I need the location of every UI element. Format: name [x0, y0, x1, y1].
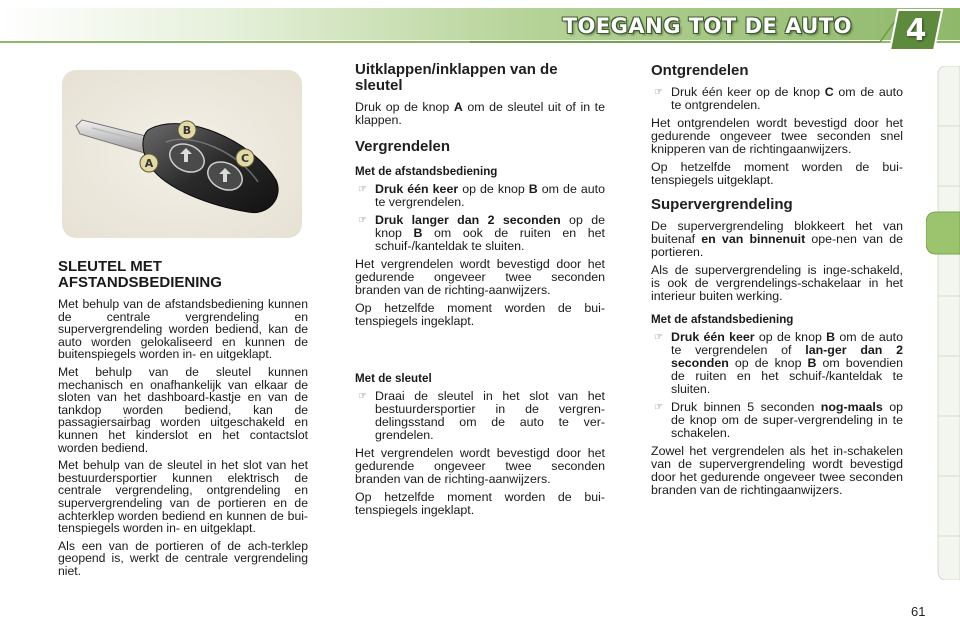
hand-pointer-icon: ☞	[654, 87, 663, 98]
hand-pointer-icon: ☞	[358, 391, 367, 402]
bullet-item: ☞ Druk één keer op de knop B om de auto te vergrendelen of lan-ger dan 2 seconden op de knop B om bovendien de ruiten en het schuif-/kanteldak te sluiten.	[654, 330, 904, 396]
bullet-item: ☞ Draai de sleutel in het slot van het bestuurdersportier in de vergren-delingsstand om de auto te ver-grendelen.	[358, 389, 605, 442]
paragraph: Het vergrendelen wordt bevestigd door het gedurende ongeveer twee seconden branden van de richting-aanwijzers.	[355, 446, 605, 486]
heading-supervergrendeling: Supervergrendeling	[651, 196, 793, 213]
bullet-item: ☞ Druk binnen 5 seconden nog-maals op de knop om de super-vergrendeling in te schakelen.	[654, 400, 903, 440]
key-remote-photo	[62, 70, 302, 238]
chapter-title: TOEGANG TOT DE AUTO	[562, 14, 852, 38]
hand-pointer-icon: ☞	[358, 184, 367, 195]
hand-pointer-icon: ☞	[654, 332, 663, 343]
paragraph: Zowel het vergrendelen als het in-schakelen van de supervergrendeling wordt bevestigd door het gedurende ongeveer twee seconden branden van de richtingaanwijzers.	[651, 444, 903, 497]
paragraph: Op hetzelfde moment worden de bui-tenspiegels uitgeklapt.	[651, 160, 903, 187]
subheading-met-de-sleutel: Met de sleutel	[355, 372, 432, 385]
subheading-afstandsbediening: Met de afstandsbediening	[651, 313, 794, 326]
paragraph: Met behulp van de sleutel kunnen mechanisch en onafhankelijk van elkaar de sloten van het dashboard-kastje en van de tankdop worden bediend, kan de passagiersairbag worden uitgeschakeld en kunnen het kinderslot en het contactslot worden bediend.	[58, 364, 308, 455]
paragraph: Met behulp van de afstandsbediening kunnen de centrale vergrendeling en supervergrendeling worden bediend, kan de auto worden gelokaliseerd en kunnen de buitenspiegels worden in- en uitgeklapt.	[58, 297, 308, 362]
hand-pointer-icon: ☞	[358, 215, 367, 226]
photo-label-c: C	[240, 152, 250, 165]
heading-vergrendelen: Vergrendelen	[355, 138, 451, 155]
column-1	[58, 298, 308, 582]
section-title-sleutel: SLEUTEL MET AFSTANDSBEDIENING	[58, 258, 222, 291]
heading-ontgrendelen: Ontgrendelen	[651, 62, 749, 79]
paragraph: Als de supervergrendeling is inge-schakeld, is ook de vergrendelings-schakelaar in het interieur buiten werking.	[651, 263, 903, 303]
heading-uitklappen: Uitklappen/inklappen van de sleutel	[355, 61, 558, 94]
paragraph: Als een van de portieren of de ach-terklep geopend is, werkt de centrale vergrendeling niet.	[58, 538, 308, 578]
bullet-item: ☞ Druk één keer op de knop B om de auto te vergrendelen.	[358, 182, 605, 209]
column-2	[355, 62, 605, 522]
photo-label-a: A	[144, 157, 154, 170]
chapter-tabs-sidebar	[926, 66, 960, 580]
column-3	[651, 63, 903, 502]
paragraph: Druk op de knop A om de sleutel uit of in te klappen.	[355, 100, 605, 127]
paragraph: Met behulp van de sleutel in het slot van het bestuurdersportier kunnen elektrisch de centrale vergrendeling, ontgrendeling en supervergrendeling van de portieren en de achterklep worden bediend en kunnen de bui-tenspiegels worden in- en uitgeklapt.	[58, 458, 308, 536]
chapter-tab-active[interactable]	[926, 212, 960, 254]
photo-label-b: B	[182, 124, 192, 137]
paragraph: Het vergrendelen wordt bevestigd door het gedurende ongeveer twee seconden branden van de richting-aanwijzers.	[355, 257, 605, 297]
bullet-item: ☞ Druk langer dan 2 seconden op de knop B om ook de ruiten en het schuif-/kanteldak te sluiten.	[358, 213, 605, 253]
chapter-number: 4	[905, 13, 927, 48]
paragraph: De supervergrendeling blokkeert het van buitenaf en van binnenuit ope-nen van de portieren.	[651, 219, 903, 259]
hand-pointer-icon: ☞	[654, 402, 663, 413]
page-number: 61	[911, 604, 926, 619]
paragraph: Het ontgrendelen wordt bevestigd door het gedurende ongeveer twee seconden snel knipperen van de richtingaanwijzers.	[651, 116, 903, 156]
paragraph: Op hetzelfde moment worden de bui-tenspiegels ingeklapt.	[355, 490, 605, 517]
paragraph: Op hetzelfde moment worden de bui-tenspiegels ingeklapt.	[355, 301, 605, 328]
subheading-afstandsbediening: Met de afstandsbediening	[355, 165, 498, 178]
bullet-item: ☞ Druk één keer op de knop C om de auto te ontgrendelen.	[654, 85, 903, 112]
